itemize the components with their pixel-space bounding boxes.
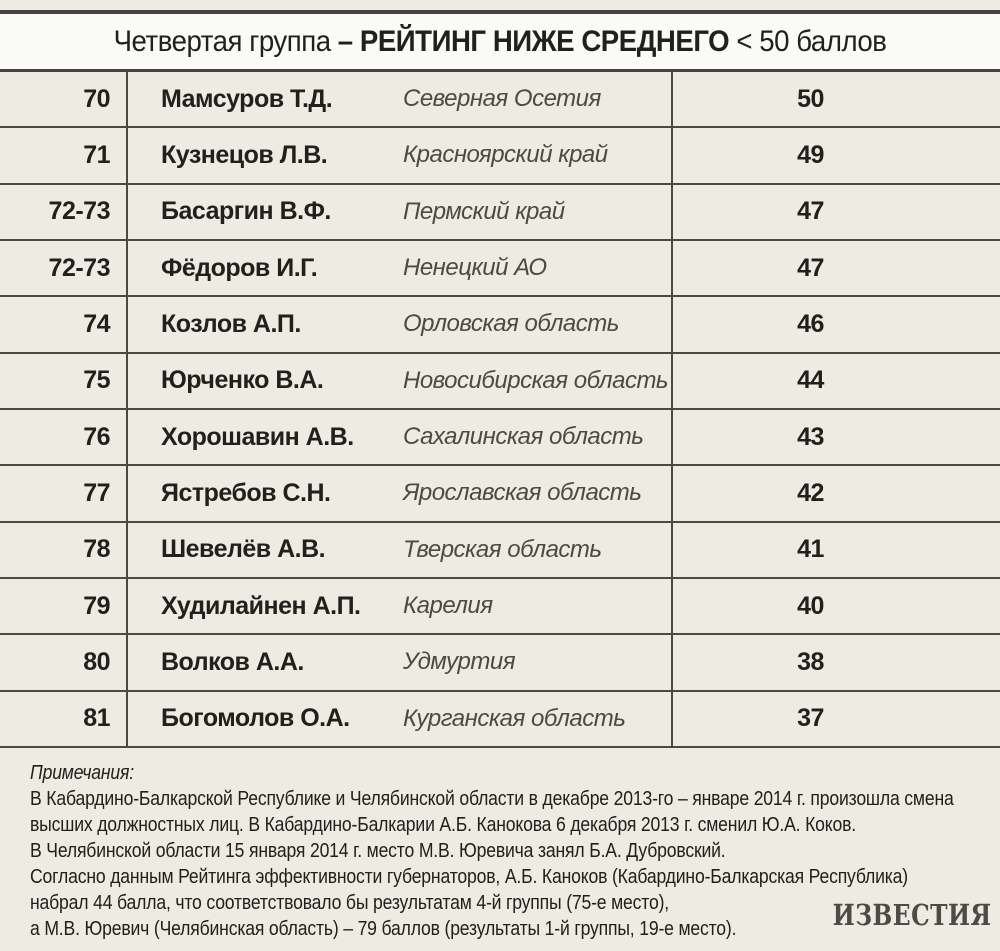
rank-cell: 72-73: [0, 185, 128, 239]
region-cell: Северная Осетия: [403, 85, 601, 113]
footnote-line: В Кабардино-Балкарской Республике и Челябинской области в декабре 2013-го – январе 2014 г. произошла смена: [30, 788, 954, 810]
table-row: [0, 579, 1000, 635]
title-prefix: Четвертая группа: [113, 24, 338, 58]
title-emphasis: – РЕЙТИНГ НИЖЕ СРЕДНЕГО: [337, 24, 730, 58]
region-cell: Тверская область: [403, 535, 602, 563]
region-cell: Сахалинская область: [403, 423, 644, 451]
region-cell: Удмуртия: [403, 648, 516, 676]
score-cell: 42: [671, 466, 1000, 520]
score-cell: 43: [671, 410, 1000, 464]
region-cell: Пермский край: [403, 197, 565, 225]
table-row: [0, 466, 1000, 522]
governors-rating-table: [0, 72, 1000, 748]
table-row: [0, 185, 1000, 241]
table-row: [0, 72, 1000, 128]
table-row: [0, 692, 1000, 748]
page-title: [114, 25, 887, 59]
name-cell: Басаргин В.Ф.: [161, 197, 331, 226]
name-cell: Волков А.А.: [161, 647, 304, 676]
name-cell: Фёдоров И.Г.: [161, 253, 318, 282]
rank-cell: 80: [0, 635, 128, 689]
name-cell: Богомолов О.А.: [161, 704, 350, 733]
score-cell: 44: [671, 354, 1000, 408]
footnote-line: набрал 44 балла, что соответствовало бы результатам 4-й группы (75-е место),: [30, 892, 669, 914]
footnote-line: В Челябинской области 15 января 2014 г. место М.В. Юревича занял Б.А. Дубровский.: [30, 840, 726, 862]
score-cell: 37: [671, 692, 1000, 746]
footnote-line: высших должностных лиц. В Кабардино-Балкарии А.Б. Канокова 6 декабря 2013 г. сменил Ю.А. Коков.: [30, 814, 857, 836]
region-cell: Новосибирская область: [403, 366, 669, 394]
name-cell: Кузнецов Л.В.: [161, 140, 328, 169]
table-row: [0, 128, 1000, 184]
rank-cell: 70: [0, 72, 128, 126]
score-cell: 38: [671, 635, 1000, 689]
title-suffix: < 50 баллов: [729, 24, 887, 58]
footnotes-lines: [30, 786, 963, 942]
table-row: [0, 523, 1000, 579]
footnote-line: Согласно данным Рейтинга эффективности губернаторов, А.Б. Каноков (Кабардино-Балкарская Республика): [30, 866, 908, 888]
score-cell: 47: [671, 241, 1000, 295]
footnotes: [30, 760, 963, 942]
footnotes-heading: Примечания:: [30, 762, 134, 784]
region-cell: Орловская область: [403, 310, 619, 338]
region-cell: Карелия: [403, 592, 493, 620]
region-cell: Курганская область: [403, 704, 626, 732]
name-cell: Юрченко В.А.: [161, 366, 324, 395]
score-cell: 47: [671, 185, 1000, 239]
izvestia-logo: ИЗВЕСТИЯ: [833, 899, 992, 933]
table-row: [0, 410, 1000, 466]
rank-cell: 72-73: [0, 241, 128, 295]
table-row: [0, 297, 1000, 353]
name-cell: Козлов А.П.: [161, 309, 301, 338]
score-cell: 49: [671, 128, 1000, 182]
name-cell: Мамсуров Т.Д.: [161, 84, 333, 113]
score-cell: 41: [671, 523, 1000, 577]
rank-cell: 78: [0, 523, 128, 577]
name-cell: Ястребов С.Н.: [161, 478, 331, 507]
table-row: [0, 354, 1000, 410]
title-band: [0, 14, 1000, 72]
table-row: [0, 635, 1000, 691]
region-cell: Ненецкий АО: [403, 254, 547, 282]
rank-cell: 74: [0, 297, 128, 351]
footnote-line: а М.В. Юревич (Челябинская область) – 79 баллов (результаты 1-й группы, 19-е место).: [30, 918, 737, 940]
rank-cell: 75: [0, 354, 128, 408]
table-row: [0, 241, 1000, 297]
score-cell: 40: [671, 579, 1000, 633]
name-cell: Шевелёв А.В.: [161, 535, 326, 564]
region-cell: Ярославская область: [403, 479, 642, 507]
score-cell: 50: [671, 72, 1000, 126]
rank-cell: 79: [0, 579, 128, 633]
rank-cell: 77: [0, 466, 128, 520]
region-cell: Красноярский край: [403, 141, 608, 169]
rank-cell: 81: [0, 692, 128, 746]
name-cell: Хорошавин А.В.: [161, 422, 354, 451]
rank-cell: 71: [0, 128, 128, 182]
score-cell: 46: [671, 297, 1000, 351]
name-cell: Худилайнен А.П.: [161, 591, 361, 620]
rank-cell: 76: [0, 410, 128, 464]
